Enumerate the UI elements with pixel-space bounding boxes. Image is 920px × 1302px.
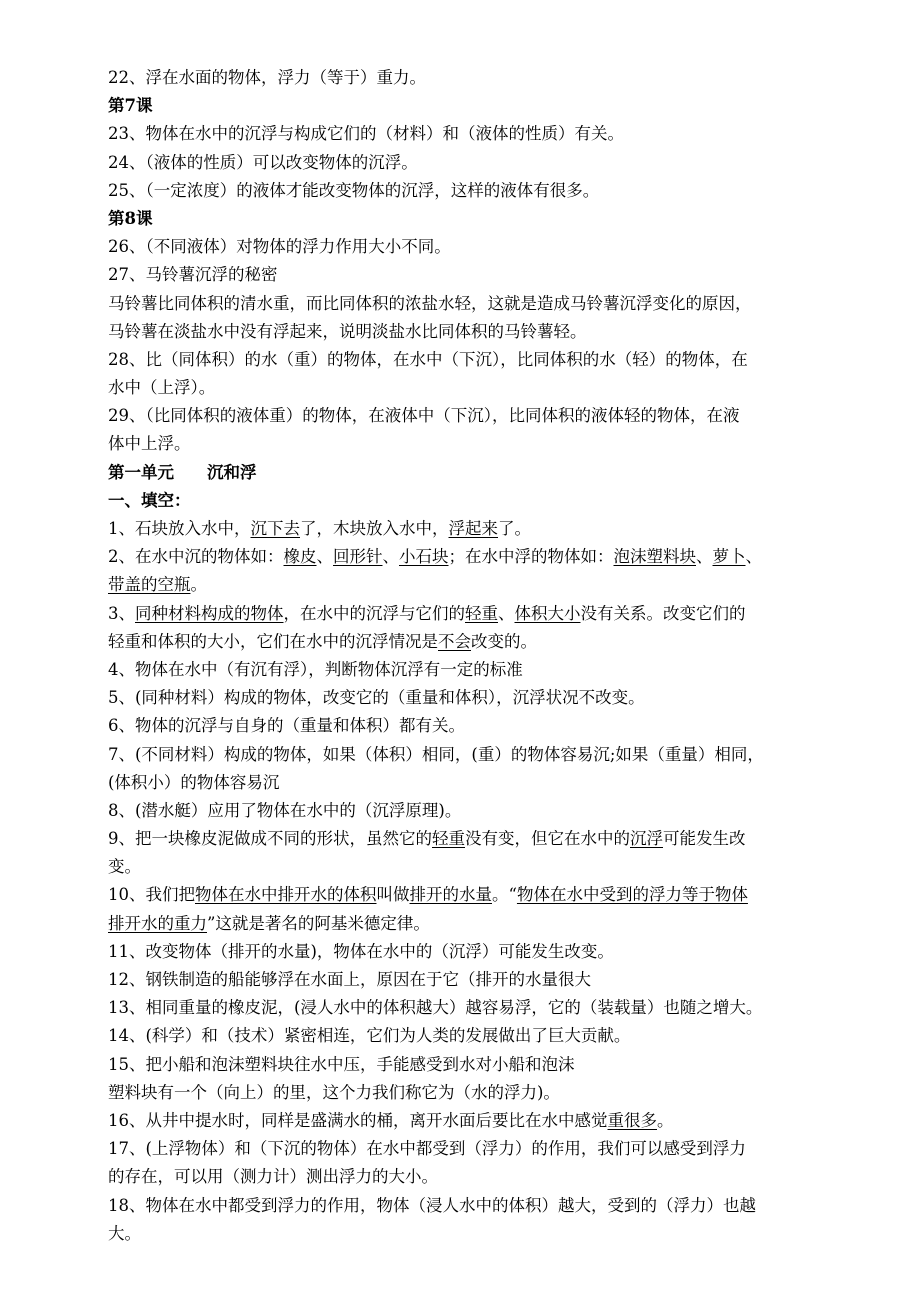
text-line: 27、马铃薯沉浮的秘密 [108, 265, 278, 285]
text-line: 马铃薯在淡盐水中没有浮起来，说明淡盐水比同体积的马铃薯轻。 [108, 321, 587, 341]
text-segment: 、 [316, 547, 333, 567]
text-segment: 可能发生改 [663, 829, 746, 849]
text-segment: 9、把一块橡皮泥做成不同的形状，虽然它的 [108, 829, 432, 849]
text-segment: 1、石块放入水中， [108, 519, 251, 538]
section-heading: 第7课 [108, 96, 153, 116]
document-page [108, 64, 832, 1248]
text-segment: 。“ [492, 885, 517, 905]
underlined-answer: 物体在水中受到的浮力等于物体 [516, 885, 748, 905]
underlined-answer: 体积大小 [514, 603, 581, 623]
text-segment: 没有变，但它在水中的 [465, 829, 630, 849]
underlined-answer: 排开水的重力 [108, 913, 207, 933]
text-line [108, 881, 832, 909]
underlined-answer: 重很多 [607, 1110, 657, 1130]
underlined-answer: 橡皮 [283, 547, 317, 567]
text-line [108, 1107, 832, 1135]
text-line [108, 543, 832, 571]
text-line [108, 600, 832, 628]
text-line [108, 571, 832, 599]
text-segment: 、 [498, 603, 515, 623]
text-segment: 叫做 [376, 885, 410, 905]
text-segment: 10、我们把 [108, 885, 195, 905]
text-segment: 没有关系。改变它们的 [580, 603, 746, 623]
underlined-answer: 轻重 [432, 829, 465, 849]
text-line: 28、比（同体积）的水（重）的物体，在水中（下沉），比同体积的水（轻）的物体，在 [108, 349, 748, 369]
underlined-answer: 浮起来 [448, 519, 498, 538]
text-segment: 改变的。 [471, 631, 537, 651]
text-line: 的存在，可以用（测力计）测出浮力的大小。 [108, 1167, 438, 1187]
text-segment: 轻重和体积的大小，它们在水中的沉浮情况是 [108, 631, 438, 651]
text-line: 11、改变物体（排开的水量)，物体在水中的（沉浮）可能发生改变。 [108, 941, 614, 961]
text-line [108, 628, 832, 656]
text-segment: 2、在水中沉的物体如： [108, 547, 284, 567]
text-line: 26、（不同液体）对物体的浮力作用大小不同。 [108, 237, 451, 257]
text-line: 13、相同重量的橡皮泥，(浸人水中的体积越大）越容易浮，它的（装载量）也随之增大。 [108, 998, 763, 1018]
text-line: 23、物体在水中的沉浮与构成它们的（材料）和（液体的性质）有关。 [108, 124, 624, 144]
text-line: 大。 [108, 1223, 141, 1243]
underlined-answer: 沉浮 [630, 829, 663, 849]
text-segment: 、 [745, 547, 762, 567]
text-segment: ，在水中的沉浮与它们的 [283, 603, 465, 623]
section-heading: 第8课 [108, 208, 153, 228]
underlined-answer: 同种材料构成的物体 [135, 603, 284, 623]
text-segment: 。 [190, 575, 207, 595]
underlined-answer: 泡沫塑料块 [613, 547, 696, 567]
text-line: 18、物体在水中都受到浮力的作用，物体（浸人水中的体积）越大，受到的（浮力）也越 [108, 1195, 756, 1215]
underlined-answer: 小石块 [399, 547, 449, 567]
text-segment: ”这就是著名的阿基米德定律。 [207, 913, 430, 933]
text-line: 7、(不同材料）构成的物体，如果（体积）相同，(重）的物体容易沉;如果（重量）相同， [108, 744, 764, 764]
text-line: 马铃薯比同体积的清水重，而比同体积的浓盐水轻，这就是造成马铃薯沉浮变化的原因， [108, 293, 752, 313]
text-line [108, 825, 832, 853]
text-line: 变。 [108, 857, 141, 877]
text-line [108, 515, 832, 543]
section-heading: 第一单元 沉和浮 [108, 462, 257, 482]
text-line: 17、(上浮物体）和（下沉的物体）在水中都受到（浮力）的作用，我们可以感受到浮力 [108, 1139, 746, 1159]
text-line: 6、物体的沉浮与自身的（重量和体积）都有关。 [108, 716, 465, 736]
underlined-answer: 回形针 [333, 547, 383, 567]
underlined-answer: 排开的水量 [409, 885, 492, 905]
text-line: 塑料块有一个（向上）的里，这个力我们称它为（水的浮力)。 [108, 1082, 560, 1102]
text-line: 8、(潜水艇）应用了物体在水中的（沉浮原理)。 [108, 800, 462, 820]
text-line: 12、钢铁制造的船能够浮在水面上，原因在于它（排开的水量很大 [108, 970, 591, 989]
text-line [108, 910, 832, 938]
underlined-answer: 萝卜 [712, 547, 746, 567]
text-line: 25、（一定浓度）的液体才能改变物体的沉浮，这样的液体有很多。 [108, 180, 600, 200]
text-line: 5、(同种材料）构成的物体，改变它的（重量和体积），沉浮状况不改变。 [108, 688, 645, 708]
text-segment: 16、从井中提水时，同样是盛满水的桶，离开水面后要比在水中感觉 [108, 1110, 608, 1130]
text-line: 14、(科学）和（技术）紧密相连，它们为人类的发展做出了巨大贡献。 [108, 1026, 631, 1046]
underlined-answer: 轻重 [465, 603, 498, 623]
text-line: 29、（比同体积的液体重）的物体，在液体中（下沉），比同体积的液体轻的物体，在液 [108, 406, 740, 426]
text-segment: 了。 [498, 519, 531, 538]
text-segment: 了，木块放入水中， [300, 519, 449, 538]
text-line: 15、把小船和泡沫塑料块往水中压，手能感受到水对小船和泡沫 [108, 1054, 575, 1074]
text-line: 24、（液体的性质）可以改变物体的沉浮。 [108, 152, 418, 172]
text-segment: ；在水中浮的物体如： [448, 547, 614, 567]
section-heading: 一、填空： [108, 490, 191, 510]
text-line: 4、物体在水中（有沉有浮），判断物体沉浮有一定的标准 [108, 659, 523, 679]
underlined-answer: 带盖的空瓶 [108, 575, 191, 595]
text-segment: 3、 [108, 603, 135, 623]
text-segment: 、 [382, 547, 399, 567]
underlined-answer: 不会 [438, 631, 471, 651]
underlined-answer: 物体在水中排开水的体积 [195, 885, 377, 905]
underlined-answer: 沉下去 [250, 519, 300, 538]
text-line: 22、浮在水面的物体，浮力（等于）重力。 [108, 68, 426, 87]
text-line: 水中（上浮）。 [108, 378, 216, 398]
text-line: (体积小）的物体容易沉 [108, 772, 280, 792]
text-segment: 。 [657, 1110, 674, 1130]
text-segment: 、 [696, 547, 713, 567]
text-line: 体中上浮。 [108, 434, 191, 454]
